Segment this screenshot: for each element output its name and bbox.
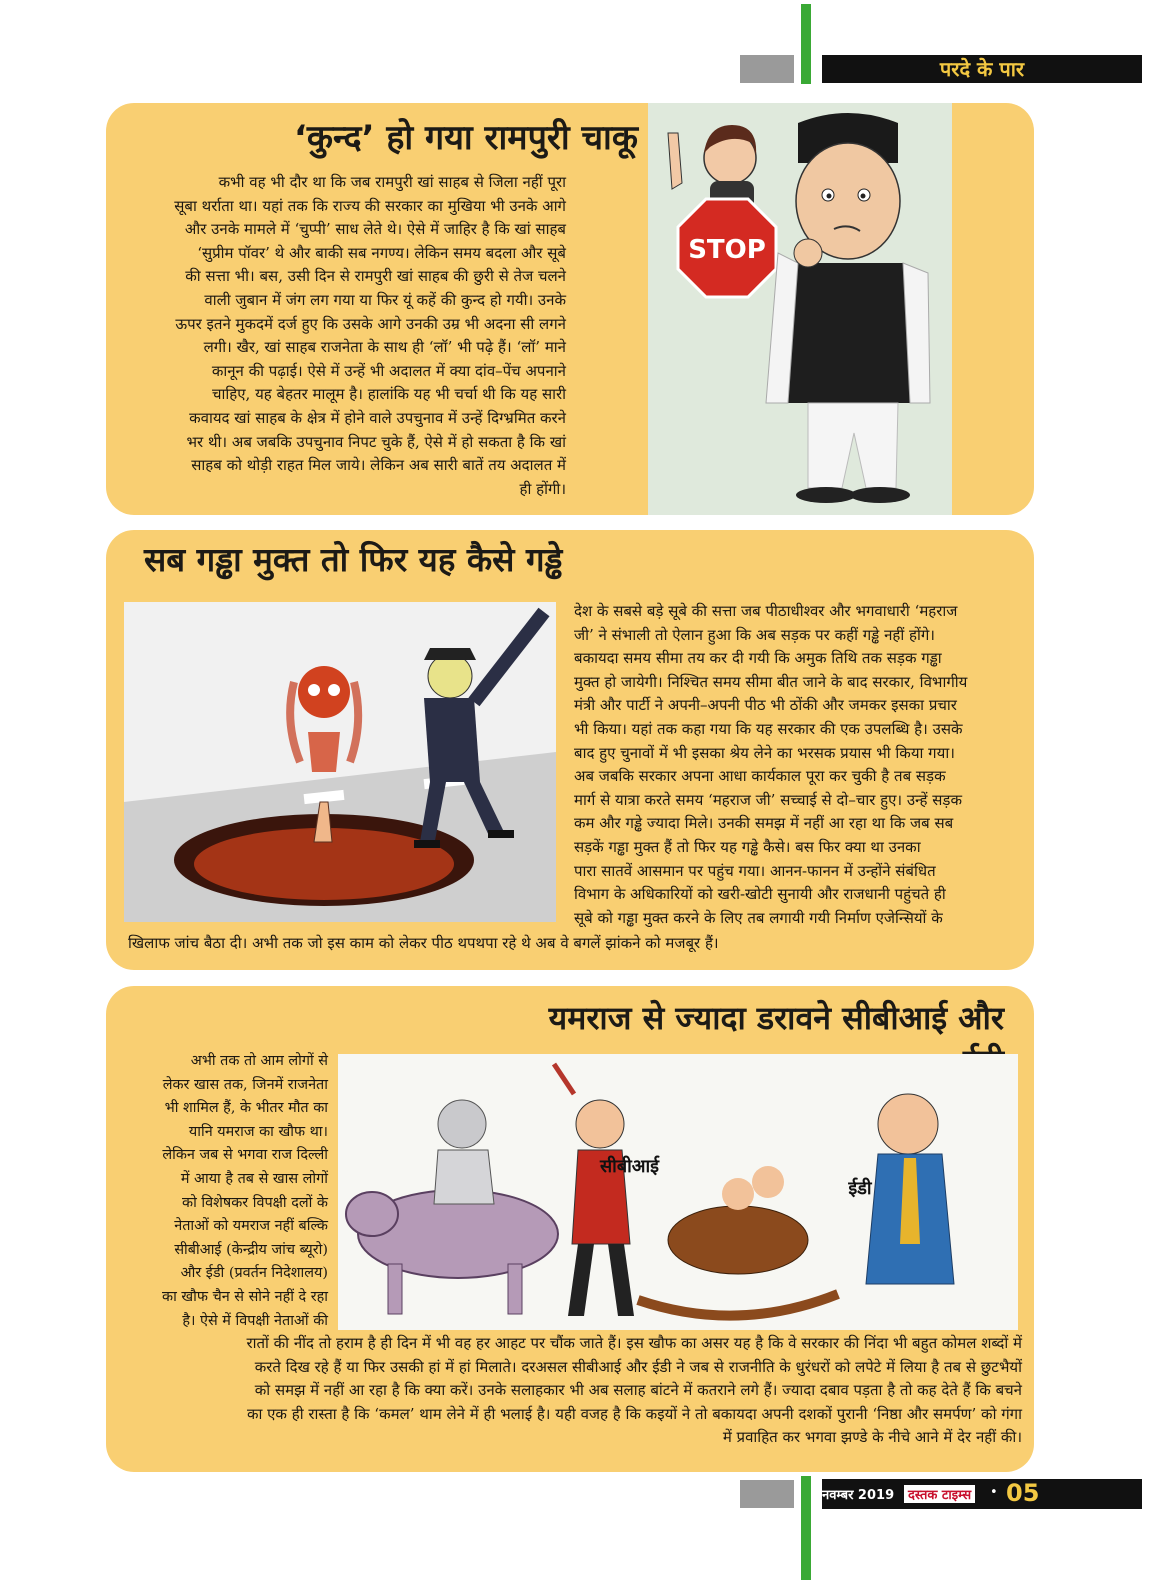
text-line: भी शामिल हैं, के भीतर मौत का (164, 1100, 328, 1117)
text-line: बकायदा समय सीमा तय कर दी गयी कि अमुक तिथि तक सड़क गड्ढा (574, 649, 942, 668)
text-line: पारा सातवें आसमान पर पहुंच गया। आनन-फानन में उन्होंने संबंधित (574, 861, 936, 880)
text-line: मुक्त हो जायेगी। निश्चित समय सीमा बीत जाने के बाद सरकार, विभागीय (574, 672, 968, 691)
text-line: में प्रवाहित कर भगवा झण्डे के नीचे आने में देर नहीं की। (722, 1428, 1022, 1447)
text-line: नेताओं को यमराज नहीं बल्कि (174, 1218, 328, 1235)
text-line: लगी। खैर, खां साहब राजनेता के साथ ही ‘लॉ’ भी पढ़े हैं। ‘लॉ’ माने (203, 338, 566, 357)
cbi-ed-cartoon-art (338, 1054, 1018, 1330)
header-green-rule (801, 4, 811, 84)
text-line: भी किया। यहां तक कहा गया कि यह सरकार की एक उपलब्धि है। उसके (574, 719, 963, 738)
text-line: को समझ में नहीं आ रहा है कि क्या करें। उनके सलाहकार भी अब सलाह बांटने में कतराने लगे हैं। ज्यादा दबाव पड़ता है तो कह देते हैं कि बचने (254, 1381, 1022, 1400)
text-line: में आया है तब से खास लोगों (180, 1170, 328, 1187)
text-line: है। ऐसे में विपक्षी नेताओं की (182, 1312, 328, 1329)
text-line: ‘सुप्रीम पॉवर’ थे और बाकी सब नगण्य। लेकिन समय बदला और सूबे (197, 243, 566, 262)
politician-stop-cartoon-art (648, 103, 952, 515)
text-line: रातों की नींद तो हराम है ही दिन में भी वह हर आहट पर चौंक जाते हैं। इस खौफ का असर यह है कि वे सरकार की निंदा भी बहुत कोमल शब्दों में (246, 1334, 1022, 1352)
article2-body (574, 600, 1022, 930)
article3-body (120, 1332, 1022, 1450)
text-line: की सत्ता भी। बस, उसी दिन से रामपुरी खां साहब की छुरी से तेज चलने (185, 267, 566, 286)
text-line: लेकिन जब से भगवा राज दिल्ली (162, 1147, 328, 1164)
ed-label: ईडी (848, 1178, 872, 1199)
text-line: भर थी। अब जबकि उपचुनाव निपट चुके हैं, ऐसे में हो सकता है कि खां (186, 432, 566, 451)
text-line: कभी वह भी दौर था कि जब रामपुरी खां साहब से जिला नहीं पूरा (218, 173, 566, 191)
article1-title: ‘कुन्द’ हो गया रामपुरी चाकू (294, 118, 638, 158)
text-line: चाहिए, यह बेहतर मालूम है। हालांकि यह भी चर्चा थी कि यह सारी (212, 385, 566, 404)
article1-body (118, 171, 566, 501)
cbi-ed-cartoon (338, 1054, 1018, 1330)
text-line: को विशेषकर विपक्षी दलों के (182, 1194, 328, 1211)
article3-side-text (116, 1050, 328, 1333)
text-line: वाली जुबान में जंग लग गया या फिर यूं कहें की कुन्द हो गयी। उनके (204, 290, 566, 309)
text-line: मार्ग से यात्रा करते समय ‘महराज जी’ सच्चाई से दो–चार हुए। उन्हें सड़क (574, 790, 962, 809)
footer-green-rule (801, 1476, 811, 1580)
stop-sign-label: STOP (688, 235, 766, 265)
text-line: अब जबकि सरकार अपना आधा कार्यकाल पूरा कर चुकी है तब सड़क (574, 767, 946, 786)
text-line: जी’ ने संभाली तो ऐलान हुआ कि अब सड़क पर कहीं गड्ढे नहीं होंगे। (574, 625, 935, 644)
text-line: यानि यमराज का खौफ था। (188, 1123, 328, 1140)
politician-stop-cartoon (648, 103, 952, 515)
text-line: विभाग के अधिकारियों को खरी-खोटी सुनायी और राजधानी पहुंचते ही (574, 885, 946, 904)
text-line: सूबे को गड्ढा मुक्त करने के लिए तब लगायी गयी निर्माण एजेन्सियों के (574, 908, 943, 927)
text-line: का एक ही रास्ता है कि ‘कमल’ थाम लेने में ही भलाई है। यही वजह है कि कइयों ने तो बकायदा अपनी दशकों पुरानी ‘निष्ठा और समर्पण’ को गंगा (246, 1404, 1022, 1423)
text-line: अभी तक तो आम लोगों से (190, 1053, 328, 1069)
text-line: और उनके मामले में ‘चुप्पी’ साध लेते थे। ऐसे में जाहिर है कि खां साहब (184, 220, 566, 239)
cbi-label: सीबीआई (600, 1156, 660, 1177)
footer-separator: • (990, 1485, 998, 1500)
text-line: ऊपर इतने मुकदमें दर्ज हुए कि उसके आगे उनकी उम्र भी अदना सी लगने (175, 314, 566, 333)
article3-panel (106, 986, 1034, 1472)
issue-date: नवम्बर 2019 (822, 1488, 895, 1503)
text-line: मंत्री और पार्टी ने अपनी–अपनी पीठ भी ठोंकी और जमकर इसका प्रचार (574, 696, 957, 715)
footer-grey-block (740, 1480, 794, 1508)
text-line: और ईडी (प्रवर्तन निदेशालय) (180, 1265, 328, 1282)
text-line: कानून की पढ़ाई। ऐसे में उन्हें भी अदालत में क्या दांव–पेंच अपनाने (211, 361, 566, 380)
article2-last-line: खिलाफ जांच बैठा दी। अभी तक जो इस काम को लेकर पीठ थपथपा रहे थे अब वे बगलें झांकने को मजबूर हैं। (128, 934, 719, 952)
article3-title: यमराज से ज्यादा डरावने सीबीआई और (548, 999, 1004, 1037)
pothole-cartoon-art (124, 602, 556, 922)
text-line: सूबा थर्राता था। यहां तक कि राज्य की सरकार का मुखिया भी उनके आगे (174, 196, 566, 215)
article2-panel (106, 530, 1034, 970)
text-line: का खौफ चैन से सोने नहीं दे रहा (162, 1288, 328, 1305)
text-line: सड़कें गड्ढा मुक्त हैं तो फिर यह गड्ढे कैसे। बस फिर क्या था उनका (574, 837, 921, 856)
text-line: ही होंगी। (519, 479, 566, 498)
text-line: लेकर खास तक, जिनमें राजनेता (162, 1076, 328, 1093)
article1-panel (106, 103, 1034, 515)
pothole-cartoon (124, 602, 556, 922)
article2-title: सब गड्ढा मुक्त तो फिर यह कैसे गड्ढे (144, 540, 563, 579)
section-title: परदे के पार (822, 55, 1142, 83)
header-grey-block (740, 55, 794, 83)
text-line: बाद हुए चुनावों में भी इसका श्रेय लेने का भरसक प्रयास भी किया गया। (574, 743, 955, 762)
text-line: कवायद खां साहब के क्षेत्र में होने वाले उपचुनाव में उन्हें दिग्भ्रमित करने (189, 408, 566, 427)
page-number: 05 (1006, 1479, 1040, 1507)
text-line: करते दिख रहे हैं या फिर उसकी हां में हां मिलाते। दरअसल सीबीआई और ईडी ने जब से राजनीति के धुरंधरों को लपेटे में लिया है तब से छुटभैयों (254, 1357, 1022, 1376)
text-line: कम और गड्ढे ज्यादा मिले। उनकी समझ में नहीं आ रहा था कि जब सब (574, 814, 954, 833)
magazine-logo: दस्तक टाइम्स (904, 1485, 975, 1503)
text-line: साहब को थोड़ी राहत मिल जाये। लेकिन अब सारी बातें तय अदालत में (191, 456, 566, 475)
text-line: सीबीआई (केन्द्रीय जांच ब्यूरो) (174, 1241, 328, 1258)
text-line: देश के सबसे बड़े सूबे की सत्ता जब पीठाधीश्वर और भगवाधारी ‘महराज (574, 602, 958, 620)
footer-bar (822, 1479, 1142, 1509)
